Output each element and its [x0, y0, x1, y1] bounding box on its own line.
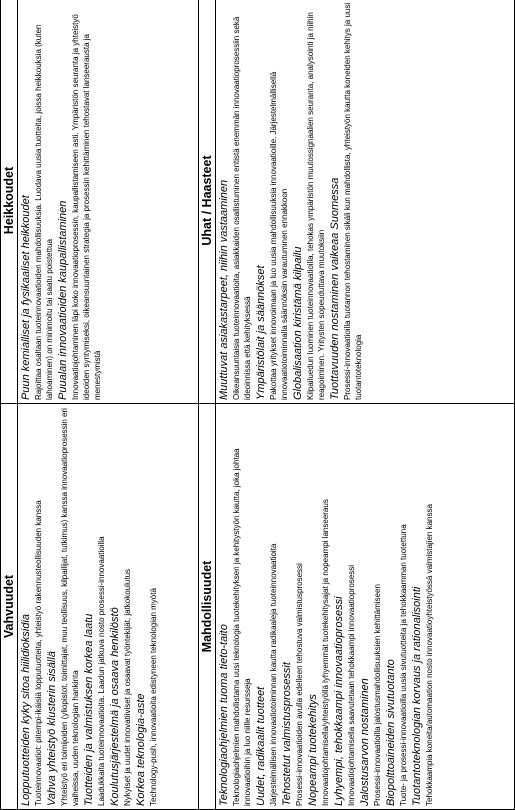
item-text: Järjestelmällisen innovaatiotoiminnan kautta radikaaleja tuoteinnovaatioita [269, 543, 278, 806]
strength-item [20, 407, 44, 806]
item-text: Innovaatiojohtaminen läpi koko innovaatioprosessin, kaupallistamiseen asti. Ympäristön seuranta ja yhteistyö ideoiden syntymiseksi, oikeansuuntainen strategia ja prosessin kehittäminen tehostavat lanseerausta ja menestymistä [71, 14, 102, 400]
item-text: Tehokkaampia koneita/automaation nosto innovaatioyhteistyössä valmistajien kanssa [425, 504, 434, 806]
item-heading: Nopeampi tuotekehitys [307, 694, 319, 806]
item-heading: Teknologiaohjelmien tuoma tieto-taito [218, 624, 230, 806]
item-text: Nykyiset ja uudet innovatiiviset ja osaavat työntekijät, jatkokoulutus [123, 568, 132, 806]
weaknesses-cell [1, 0, 199, 404]
item-text: Tuoteinnovaatiot: pitempi-ikäisiä lopputuotteita, yhteistyö rakennusteollisuuden kanssa [34, 500, 43, 806]
item-heading: Tuottavuuden nostaminen vaikeaa Suomessa [329, 177, 341, 400]
item-text: Rajoittaa osaltaan tuoteinnovaatioiden mahdollisuuksia. Luodava uusia tuotteita, joissa heikkouksia (kuten lahoaminen) on minimoitu tai saatu poistettua [34, 24, 54, 400]
item-text: Laadukkaita tuoteinnovaatioita. Laadun jatkuva nosto prosessi-innovaatioilla [97, 536, 106, 806]
opportunity-item [385, 407, 409, 806]
opportunity-item [218, 407, 253, 806]
strength-item [135, 407, 159, 806]
threat-item [292, 1, 327, 400]
opportunities-list [216, 404, 435, 809]
threats-header: Uhat / Haasteet [199, 0, 216, 403]
strength-item [46, 407, 81, 806]
strength-item [83, 407, 107, 806]
item-heading: Uudet, radikaalit tuotteet [255, 686, 267, 806]
item-text: Technology-push, innovaatioita edistyneen teknologian myötä [149, 588, 158, 806]
opportunity-item [333, 407, 357, 806]
threat-item [329, 1, 364, 400]
item-text: Teknologiaohjelmien mahdollistama uusi teknologia tuotekehityksen ja kehitystyön kautta, joka johtaa innovaatioihin ja luo niille resursseja [232, 448, 252, 806]
threats-cell [199, 0, 515, 404]
item-heading: Puun kemialliset ja fysikaaliset heikkoudet [20, 195, 32, 400]
threat-item [218, 1, 253, 400]
item-heading: Tuotteiden ja valmistuksen korkea laatu [83, 613, 95, 806]
item-heading: Muuttuvat asiakastarpeet, niihin vastaaminen [218, 179, 230, 400]
opportunity-item [359, 407, 383, 806]
item-heading: Korkea teknologia-aste [135, 693, 147, 806]
weaknesses-header: Heikkoudet [1, 0, 18, 403]
item-text: Yhteistyö eri toimijoiden (yliopistot, toimittajat, muu teollisuus, kilpailijat, tutkimus) kanssa innovaatioprosessin eri vaiheissa, uuden teknologian hankinta [60, 408, 80, 806]
item-text: Prosessi-innovaatioilla tuotannon tehostaminen sikäli kun mahdollista, yhteistyön kautta koneiden kehitys ja uusi tuotantoteknologia [343, 2, 363, 400]
item-text: Tuote- ja prosessi-innovaatioilla uusia sivutuotteita ja tehokkaamman tuotettuna [399, 524, 408, 806]
opportunity-item [255, 407, 279, 806]
strengths-list [18, 404, 159, 809]
opportunity-item [281, 407, 305, 806]
opportunity-item [307, 407, 331, 806]
opportunities-header: Mahdollisuudet [199, 404, 216, 809]
item-text: Kilpailuedun luominen tuoteinnovaatioilla, tehokas ympäristön muutossignaalien seuranta, analysointi ja niihin reagoiminen. Yritysten sopeuduttava muutoksiin [306, 12, 326, 400]
item-heading: Globalisaation kiristämä kilpailu [292, 246, 304, 400]
strengths-cell [1, 404, 199, 810]
item-heading: Biopolttoaineiden sivutuotanto [385, 659, 397, 806]
weakness-item [20, 1, 55, 400]
item-text: Prosessi-innovaatioiden avulla edelleen tehostuva valmistusprosessi [295, 563, 304, 806]
item-text: Prosessi-innovaatioilla jalostusmahdollisuuksien kehittämiseen [373, 584, 382, 806]
strengths-header: Vahvuudet [1, 404, 18, 809]
opportunities-cell [199, 404, 515, 810]
item-heading: Ympäristölait ja säännökset [255, 265, 267, 400]
opportunity-item [411, 407, 435, 806]
item-heading: Tuotantoteknologian korvaus ja rationalisointi [411, 586, 423, 806]
threat-item [255, 1, 290, 400]
strength-item [109, 407, 133, 806]
item-text: Innovaatiojohtamisella saavutetaan tehokkaampi innovaatioprosessi [347, 564, 356, 806]
item-heading: Vahva yhteistyö klusterin sisällä [46, 651, 58, 806]
item-heading: Lyhyempi, tehokkaampi innovaatioprosessi [333, 596, 345, 806]
item-text: Oikeansuuntaisia tuoteinnovaatioita, asiakkaiden osallistuminen entistä enemmän innovaatioprosessiin sekä ideoinnissa että kehityksessä [232, 16, 252, 400]
weaknesses-list [18, 0, 103, 403]
item-heading: Lopputuotteiden kyky sitoa hiilidioksidia [20, 613, 32, 806]
item-heading: Koulutusjärjestelmä ja osaava henkilöstö [109, 607, 121, 806]
item-text: Pakottaa yritykset innovoimaan ja luo uusia mahdollisuuksia innovaatioille. Järjestelmällisellä innovaatiotoiminnalla säännöksiin varautuminen ennakkoon [269, 71, 289, 400]
weakness-item [57, 1, 103, 400]
item-heading: Puualan innovaatioiden kaupallistaminen [57, 200, 69, 400]
item-heading: Tehostetut valmistusprosessit [281, 662, 293, 806]
item-text: Innovaatiojohtamisella/yhteistyöllä lyhyemmät tuotekehitysajat ja nopeampi lanseeraus [321, 499, 330, 806]
threats-list [216, 0, 364, 403]
item-heading: Jalostusarvon nostaminen [359, 678, 371, 806]
